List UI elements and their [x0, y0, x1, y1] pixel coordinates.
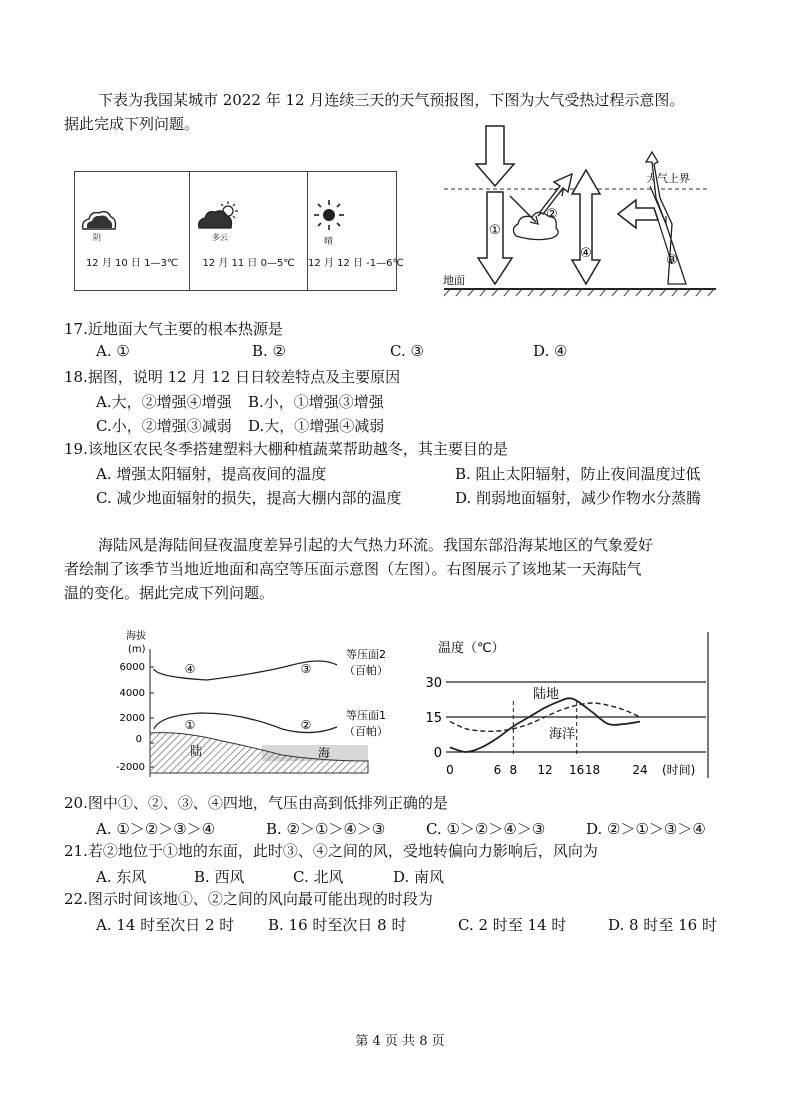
q17-stem: 17.近地面大气主要的根本热源是: [64, 320, 283, 338]
temperature-chart: [425, 628, 720, 788]
q21-option-b[interactable]: B. 西风: [194, 868, 245, 886]
xtick-label: 8: [509, 763, 518, 777]
q20-option-a[interactable]: A. ①＞②＞③＞④: [96, 820, 216, 838]
ytick-label: 0: [433, 746, 442, 761]
q18-option-c[interactable]: C.小，②增强③减弱: [96, 417, 232, 435]
q18-option-d[interactable]: D.大，①增强④减弱: [248, 417, 385, 435]
page-footer: 第 4 页 共 8 页: [355, 1034, 445, 1049]
intro2-line-1: 海陆风是海陆间昼夜温度差异引起的大气热力环流。我国东部沿海某地区的气象爱好: [98, 536, 654, 554]
q18-stem: 18.据图，说明 12 月 12 日日较差特点及主要原因: [64, 368, 401, 386]
solar-arrow-top: [476, 126, 514, 186]
intro-line-1: 下表为我国某城市 2022 年 12 月连续三天的天气预报图，下图为大气受热过程示意图。: [98, 91, 685, 109]
q17-option-b[interactable]: B. ②: [252, 342, 287, 360]
sun-icon: [312, 198, 346, 232]
ytick-neg2000: -2000: [115, 762, 145, 773]
isobaric-surface-diagram: [112, 625, 388, 785]
q22-option-a[interactable]: A. 14 时至次日 2 时: [96, 916, 235, 934]
arrow-4-label: ④: [580, 246, 592, 261]
q21-option-d[interactable]: D. 南风: [393, 868, 445, 886]
q21-option-a[interactable]: A. 东风: [96, 868, 147, 886]
weather-cell-day3: [308, 172, 404, 290]
q17-option-d[interactable]: D. ④: [533, 342, 568, 360]
q21-option-c[interactable]: C. 北风: [293, 868, 344, 886]
arrow-2-label: ②: [546, 207, 558, 222]
weather-date-day3: 12 月 12 日 -1—6℃: [308, 258, 404, 269]
surface2-unit: （百帕）: [344, 664, 388, 677]
weather-date-day1: 12 月 10 日 1—3℃: [85, 258, 179, 269]
intro2-line-3: 温的变化。据此完成下列问题。: [64, 584, 275, 602]
chart-ylabel: 温度（℃）: [438, 641, 505, 656]
q19-option-b[interactable]: B. 阻止太阳辐射，防止夜间温度过低: [455, 465, 701, 483]
chart-xlabel: (时间): [662, 763, 696, 777]
surface2-title: 等压面2: [346, 648, 386, 661]
intro2-line-2: 者绘制了该季节当地近地面和高空等压面示意图（左图）。右图展示了该地某一天海陆气: [64, 560, 642, 578]
ytick-6000: 6000: [119, 662, 145, 673]
weather-cell-day1: [75, 172, 190, 290]
altitude-unit: (m): [128, 644, 146, 655]
q19-option-d[interactable]: D. 削弱地面辐射，减少作物水分蒸腾: [455, 489, 702, 507]
arrow-1: [478, 192, 512, 284]
intro-line-2: 据此完成下列问题。: [64, 115, 200, 133]
xtick-label: 12: [537, 763, 553, 777]
ytick-2000: 2000: [119, 713, 145, 724]
q17-option-c[interactable]: C. ③: [390, 342, 424, 360]
chart-series: [450, 698, 640, 752]
point-2: ②: [300, 718, 312, 732]
q22-option-c[interactable]: C. 2 时至 14 时: [458, 916, 567, 934]
altitude-label: 海拔: [126, 631, 146, 642]
q18-option-a[interactable]: A.大，②增强④增强: [96, 393, 232, 411]
xtick-label: 16: [569, 763, 585, 777]
q18-option-b[interactable]: B.小，①增强③增强: [248, 393, 384, 411]
surface1-unit: （百帕）: [344, 725, 388, 738]
weather-forecast-table: [74, 171, 404, 291]
land-label: 陆: [189, 744, 203, 758]
point-1: ①: [184, 718, 196, 732]
weather-label-day3: 晴: [324, 237, 334, 247]
q19-stem: 19.该地区农民冬季搭建塑料大棚种植蔬菜帮助越冬，其主要目的是: [64, 440, 508, 458]
arrow-4: [572, 170, 600, 284]
cloud-icon: [79, 205, 119, 233]
q22-option-b[interactable]: B. 16 时至次日 8 时: [268, 916, 407, 934]
arrow-3-branch: [618, 200, 658, 228]
chart-grid: [446, 682, 706, 754]
weather-label-day1: 阴: [93, 233, 101, 242]
ytick-label: 30: [425, 676, 442, 691]
sun-cloud-icon: [196, 200, 242, 232]
q21-stem: 21.若②地位于①地的东面，此时③、④之间的风，受地转偏向力影响后，风向为: [64, 842, 598, 860]
q17-option-a[interactable]: A. ①: [96, 342, 130, 360]
q20-option-c[interactable]: C. ①＞②＞④＞③: [426, 820, 546, 838]
q19-option-a[interactable]: A. 增强太阳辐射，提高夜间的温度: [96, 465, 327, 483]
point-3: ③: [300, 662, 312, 676]
arrow-1-label: ①: [489, 223, 501, 238]
ground-label: 地面: [443, 274, 465, 287]
q20-stem: 20.图中①、②、③、④四地，气压由高到低排列正确的是: [64, 794, 448, 812]
weather-date-day2: 12 月 11 日 0—5℃: [202, 258, 295, 269]
xtick-label: 6: [493, 763, 502, 777]
upper-boundary-label: 大气上界: [646, 172, 690, 185]
arrow-3-label: ③: [666, 253, 678, 268]
q22-stem: 22.图示时间该地①、②之间的风向最可能出现的时段为: [64, 890, 433, 908]
q20-option-d[interactable]: D. ②＞①＞③＞④: [586, 820, 706, 838]
weather-cell-day2: [190, 172, 308, 290]
ytick-0: 0: [135, 734, 142, 745]
xtick-label: 24: [632, 763, 648, 777]
point-4: ④: [184, 662, 196, 676]
xtick-label: 0: [446, 763, 454, 777]
q22-option-d[interactable]: D. 8 时至 16 时: [608, 916, 717, 934]
sea-label: 海: [317, 746, 331, 760]
surface1-title: 等压面1: [346, 709, 386, 722]
weather-label-day2: 多云: [212, 233, 228, 242]
series-land-label: 陆地: [532, 687, 560, 702]
ytick-4000: 4000: [119, 688, 145, 699]
ytick-label: 15: [425, 711, 442, 726]
q20-option-b[interactable]: B. ②＞①＞④＞③: [266, 820, 386, 838]
heat-process-diagram: [440, 124, 720, 304]
series-sea-label: 海洋: [548, 727, 576, 742]
q19-option-c[interactable]: C. 减少地面辐射的损失，提高大棚内部的温度: [96, 489, 402, 507]
xtick-label: 18: [584, 763, 601, 777]
